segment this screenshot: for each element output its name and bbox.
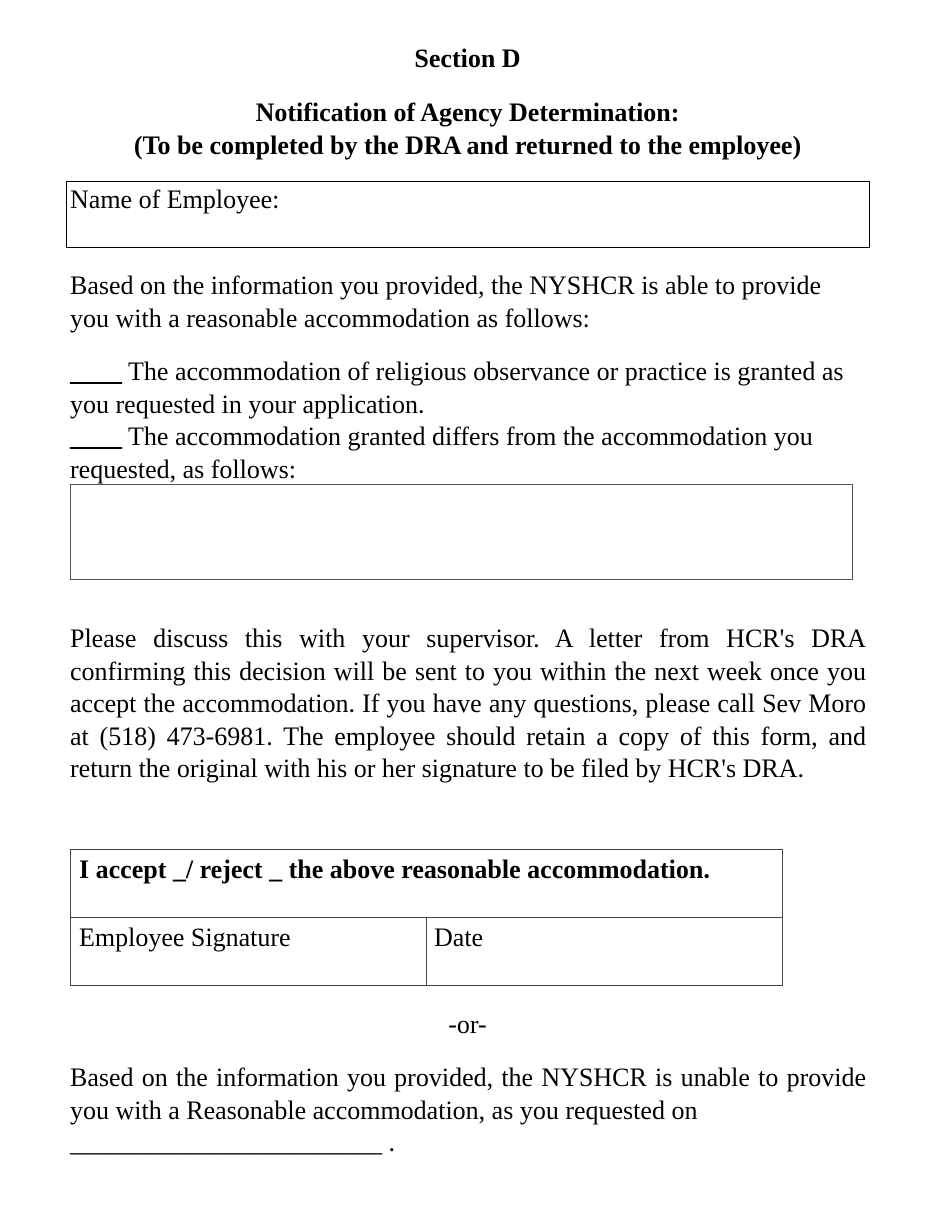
employee-name-label: Name of Employee: <box>70 185 280 214</box>
option-differs <box>70 421 866 486</box>
date-field[interactable]: Date <box>434 923 484 952</box>
employee-signature-field[interactable]: Employee Signature <box>79 923 291 952</box>
form-heading <box>0 96 935 162</box>
heading-line-1: Notification of Agency Determination: <box>255 98 680 127</box>
instructions-paragraph: Please discuss this with your supervisor. A letter from HCR's DRA confirming this decision will be sent to you within the next week once you accept the accommodation. If you have any questions, please call Sev Moro at (518) 473-6981. The employee should retain a copy of this form, and return the original with his or her signature to be filed by HCR's DRA. <box>70 624 866 783</box>
table-column-divider <box>426 917 427 985</box>
granted-text: The accommodation of religious observance or practice is granted as you requested in your application. <box>70 357 844 419</box>
acceptance-table <box>70 849 783 986</box>
heading-line-2: (To be completed by the DRA and returned to the employee) <box>133 131 802 160</box>
differs-text: The accommodation granted differs from the accommodation you requested, as follows: <box>70 422 813 484</box>
option-granted <box>70 356 866 421</box>
employee-name-field[interactable] <box>66 181 870 248</box>
denial-paragraph: Based on the information you provided, the NYSHCR is unable to provide you with a Reasonable accommodation, as you requested on <box>70 1063 866 1125</box>
granted-blank[interactable]: ____ <box>70 357 122 386</box>
difference-details-box[interactable] <box>70 484 853 580</box>
section-title: Section D <box>414 44 521 73</box>
or-separator: -or- <box>448 1010 487 1039</box>
differs-blank[interactable]: ____ <box>70 422 122 451</box>
denial-date-blank[interactable]: ________________________ . <box>70 1128 395 1157</box>
acceptance-statement[interactable]: I accept _/ reject _ the above reasonable accommodation. <box>79 855 710 884</box>
intro-paragraph: Based on the information you provided, the NYSHCR is able to provide you with a reasonable accommodation as follows: <box>70 271 822 333</box>
